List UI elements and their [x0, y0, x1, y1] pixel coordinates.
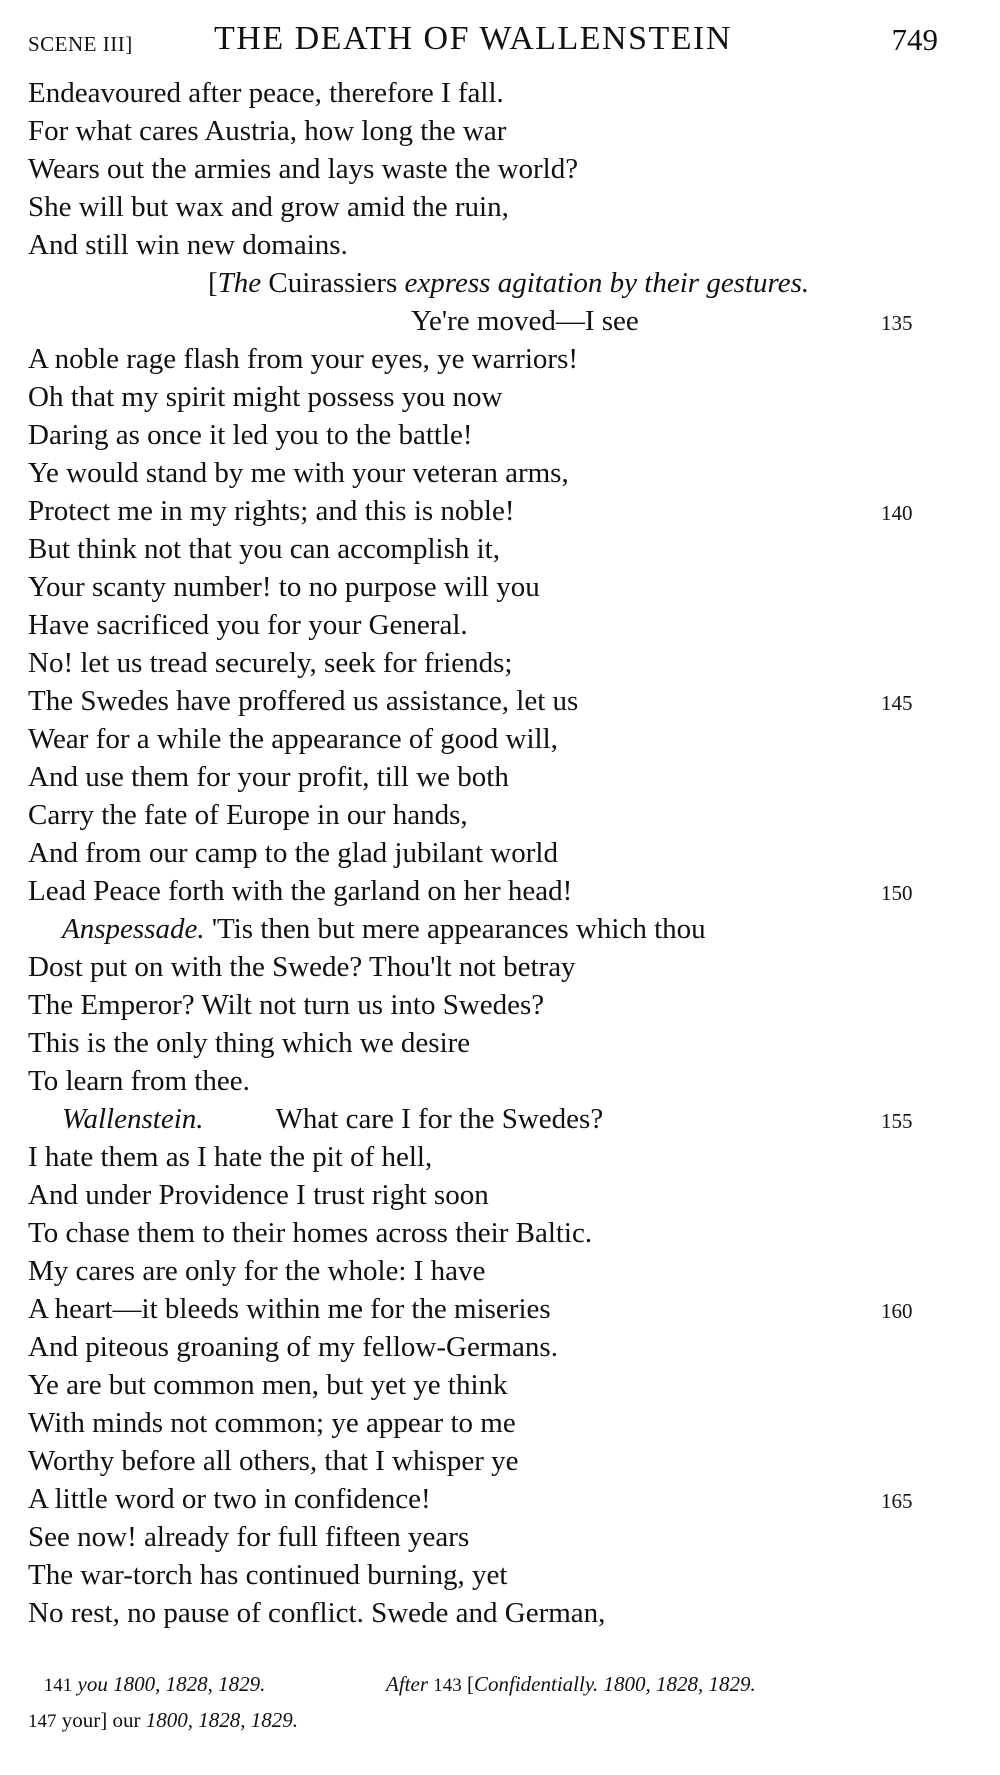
- running-header: [28, 18, 938, 64]
- line-number: 135: [881, 311, 913, 335]
- line-number: 150: [881, 881, 913, 905]
- verse-line: Anspessade. 'Tis then but mere appearances which thou: [62, 913, 706, 945]
- verse-line: Wear for a while the appearance of good will,: [28, 723, 558, 755]
- verse-line: Protect me in my rights; and this is noble! 140: [28, 492, 948, 530]
- verse-line: And under Providence I trust right soon: [28, 1179, 489, 1211]
- verse-line: And use them for your profit, till we both: [28, 761, 509, 793]
- verse-line: The Swedes have proffered us assistance, let us 145: [28, 682, 948, 720]
- footnotes: [28, 1666, 958, 1738]
- verse-line: Lead Peace forth with the garland on her head! 150: [28, 872, 948, 910]
- footnote-line: 141 you 1800, 1828, 1829. After 143 [Confidentially. 1800, 1828, 1829.: [43, 1672, 756, 1696]
- verse-line: My cares are only for the whole: I have: [28, 1255, 486, 1287]
- footnote-line: 147 your] our 1800, 1828, 1829.: [28, 1708, 298, 1732]
- speaker-name: Wallenstein.: [62, 1103, 204, 1135]
- footnote-line-number: 147: [28, 1711, 57, 1732]
- line-number: 160: [881, 1299, 913, 1323]
- verse-line: Wears out the armies and lays waste the world?: [28, 153, 579, 185]
- page-number: 749: [891, 22, 938, 57]
- verse-line: Endeavoured after peace, therefore I fall.: [28, 77, 504, 109]
- verse-line: And piteous groaning of my fellow-Germans.: [28, 1331, 558, 1363]
- verse-line: The war-torch has continued burning, yet: [28, 1559, 508, 1591]
- verse-line: See now! already for full fifteen years: [28, 1521, 470, 1553]
- verse-line: No! let us tread securely, seek for friends;: [28, 647, 513, 679]
- verse-line: Have sacrificed you for your General.: [28, 609, 468, 641]
- line-number: 155: [881, 1109, 913, 1133]
- verse-line: This is the only thing which we desire: [28, 1027, 471, 1059]
- verse-line: Wallenstein. What care I for the Swedes? 155: [28, 1100, 948, 1138]
- stage-direction: [The Cuirassiers express agitation by their gestures.: [208, 267, 810, 299]
- verse-line: Carry the fate of Europe in our hands,: [28, 799, 468, 831]
- verse-line: The Emperor? Wilt not turn us into Swedes?: [28, 989, 545, 1021]
- speaker-name: Anspessade.: [62, 913, 205, 945]
- line-number: 140: [881, 501, 913, 525]
- verse-line: And still win new domains.: [28, 229, 348, 261]
- verse-line: Dost put on with the Swede? Thou'lt not betray: [28, 951, 576, 983]
- verse-line: To learn from thee.: [28, 1065, 250, 1097]
- verse-line: She will but wax and grow amid the ruin,: [28, 191, 509, 223]
- verse-line: A little word or two in confidence! 165: [28, 1480, 948, 1518]
- verse-text: [28, 74, 948, 1632]
- verse-line: Ye're moved—I see 135: [28, 302, 948, 340]
- verse-line: Your scanty number! to no purpose will you: [28, 571, 540, 603]
- verse-line: For what cares Austria, how long the war: [28, 115, 507, 147]
- verse-line: Oh that my spirit might possess you now: [28, 381, 503, 413]
- verse-line: A noble rage flash from your eyes, ye warriors!: [28, 343, 579, 375]
- line-number: 165: [881, 1489, 913, 1513]
- page-title: THE DEATH OF WALLENSTEIN: [214, 20, 732, 57]
- scene-label: SCENE III]: [28, 32, 133, 56]
- verse-line: I hate them as I hate the pit of hell,: [28, 1141, 433, 1173]
- verse-line: Ye are but common men, but yet ye think: [28, 1369, 508, 1401]
- footnote-line-number: 143: [433, 1675, 462, 1696]
- verse-line: And from our camp to the glad jubilant world: [28, 837, 558, 869]
- verse-line: Worthy before all others, that I whisper ye: [28, 1445, 519, 1477]
- verse-line: But think not that you can accomplish it,: [28, 533, 500, 565]
- verse-line: A heart—it bleeds within me for the miseries 160: [28, 1290, 948, 1328]
- verse-line: To chase them to their homes across their Baltic.: [28, 1217, 593, 1249]
- verse-line: Ye would stand by me with your veteran arms,: [28, 457, 569, 489]
- verse-line: No rest, no pause of conflict. Swede and German,: [28, 1597, 606, 1629]
- footnote-line-number: 141: [43, 1675, 73, 1696]
- verse-line: With minds not common; ye appear to me: [28, 1407, 516, 1439]
- verse-line: Daring as once it led you to the battle!: [28, 419, 473, 451]
- line-number: 145: [881, 691, 913, 715]
